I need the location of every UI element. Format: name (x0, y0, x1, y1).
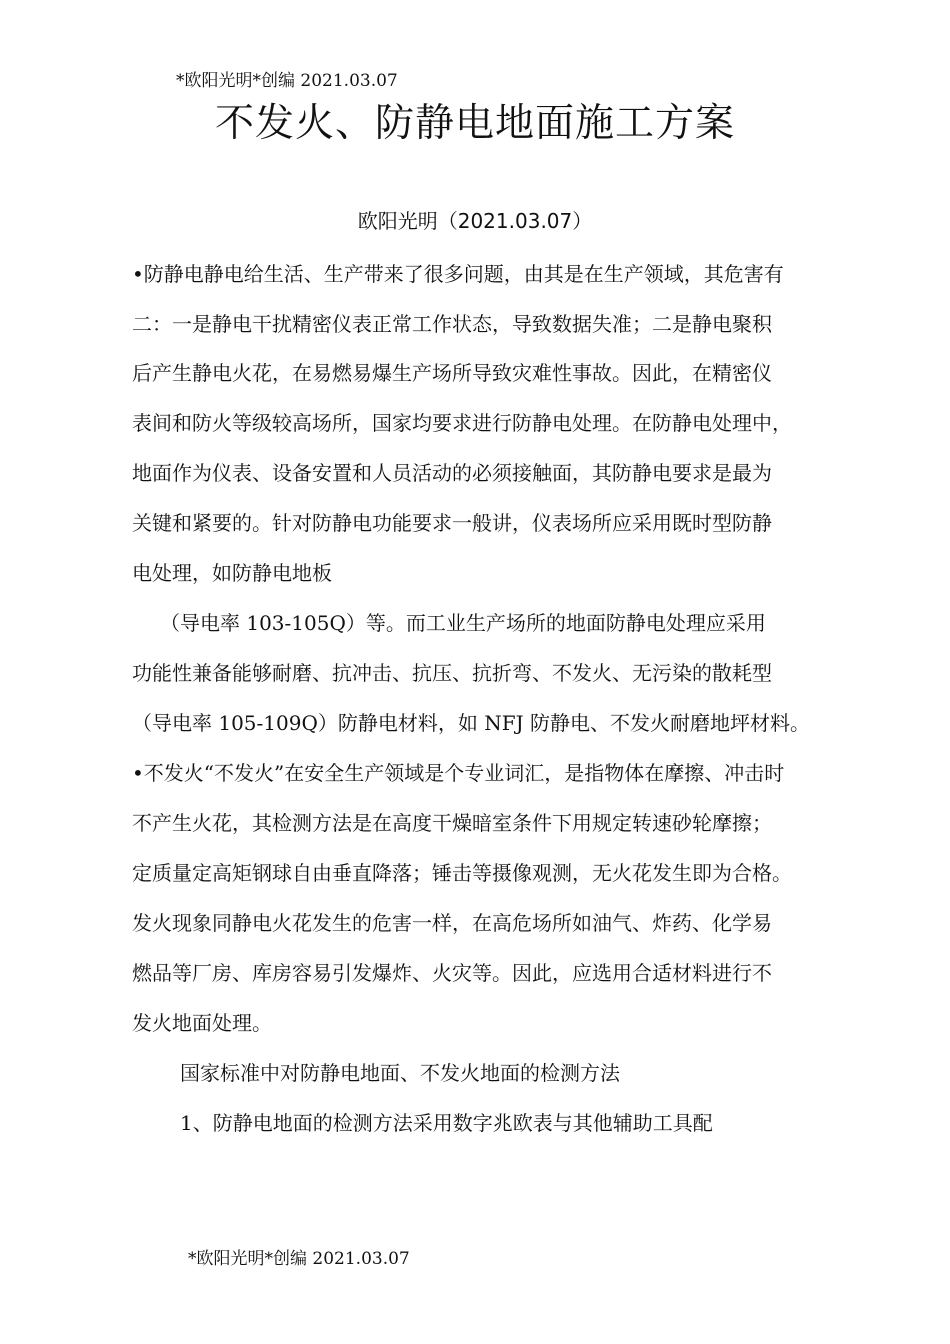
body-line: 1、防静电地面的检测方法采用数字兆欧表与其他辅助工具配 (180, 1111, 713, 1135)
body-line: 不产生火花，其检测方法是在高度干燥暗室条件下用规定转速砂轮摩擦； (132, 811, 772, 835)
body-line: 发火现象同静电火花发生的危害一样，在高危场所如油气、炸药、化学易 (132, 911, 772, 935)
document-title: 不发火、防静电地面施工方案 (214, 101, 735, 146)
body-line: 表间和防火等级较高场所，国家均要求进行防静电处理。在防静电处理中， (132, 411, 792, 435)
section-heading: 国家标准中对防静电地面、不发火地面的检测方法 (180, 1061, 620, 1085)
body-line: （导电率 105-109Q）防静电材料，如 NFJ 防静电、不发火耐磨地坪材料。 (132, 711, 810, 735)
body-line: •防静电静电给生活、生产带来了很多问题，由其是在生产领域，其危害有 (132, 262, 784, 286)
author-line: 欧阳光明（2021.03.07） (357, 209, 593, 233)
body-line: 发火地面处理。 (132, 1011, 272, 1035)
body-line: 地面作为仪表、设备安置和人员活动的必须接触面，其防静电要求是最为 (132, 461, 772, 485)
footer-note: *欧阳光明*创编 2021.03.07 (188, 1249, 410, 1269)
body-line: （导电率 103-105Q）等。而工业生产场所的地面防静电处理应采用 (160, 611, 766, 635)
body-line: 电处理，如防静电地板 (132, 561, 332, 585)
body-line: 定质量定高矩钢球自由垂直降落；锤击等摄像观测，无火花发生即为合格。 (132, 861, 792, 885)
body-line: 后产生静电火花，在易燃易爆生产场所导致灾难性事故。因此，在精密仪 (132, 361, 772, 385)
body-line: 二：一是静电干扰精密仪表正常工作状态，导致数据失准；二是静电聚积 (132, 312, 772, 336)
body-line: 燃品等厂房、库房容易引发爆炸、火灾等。因此，应选用合适材料进行不 (132, 961, 772, 985)
header-note: *欧阳光明*创编 2021.03.07 (176, 71, 398, 91)
body-line: 功能性兼备能够耐磨、抗冲击、抗压、抗折弯、不发火、无污染的散耗型 (132, 661, 772, 685)
body-line: 关键和紧要的。针对防静电功能要求一般讲，仪表场所应采用既时型防静 (132, 511, 772, 535)
body-line: •不发火“不发火”在安全生产领域是个专业词汇，是指物体在摩擦、冲击时 (132, 761, 785, 785)
